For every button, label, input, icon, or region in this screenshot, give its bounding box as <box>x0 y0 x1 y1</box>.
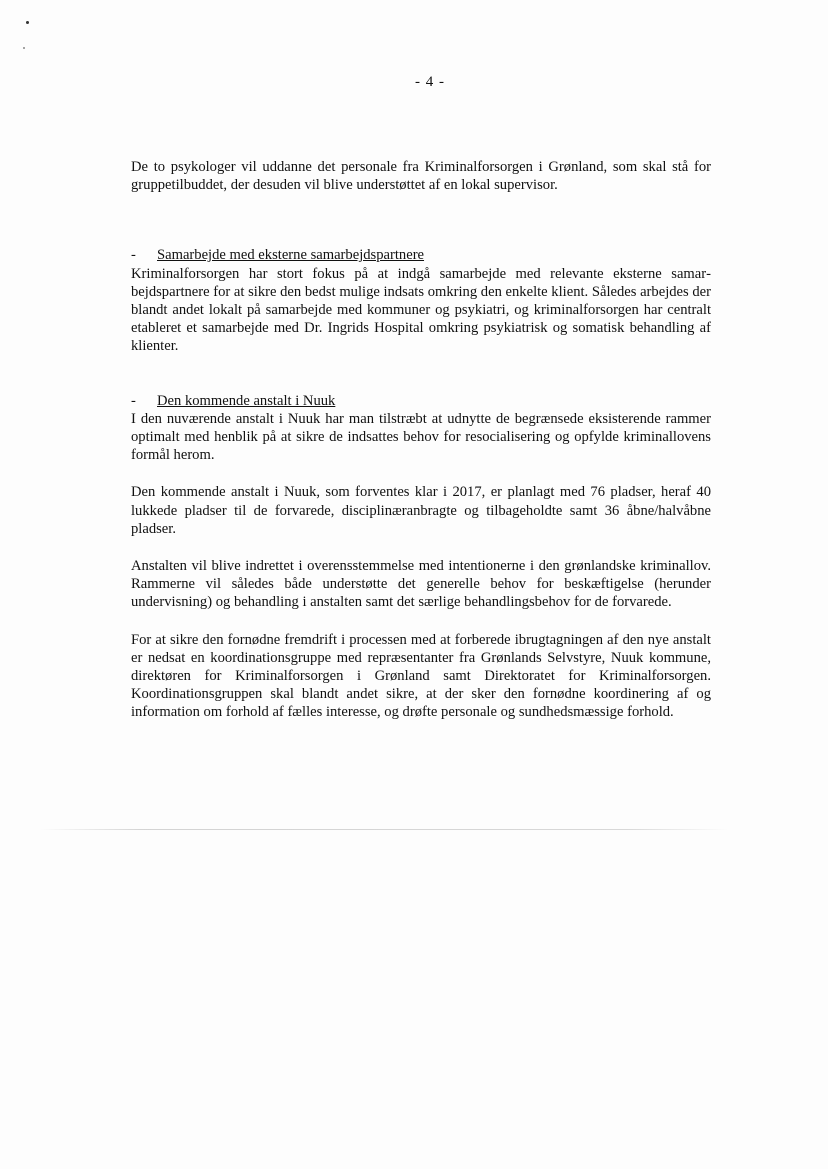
section-paragraph: Anstalten vil blive indrettet i overensstemmelse med intentionerne i den grønlandske kriminallov. Rammerne vil således både understøtte det generelle behov for beskæftigelse (herunder undervisning) og behandling i anstalten samt det særlige behandlingsbehov for de forvarede. <box>131 558 711 611</box>
document-body <box>131 158 711 722</box>
page-number: - 4 - <box>415 74 445 90</box>
section-paragraph: For at sikre den fornødne fremdrift i processen med at forberede ibrugtagningen af den nye anstalt er nedsat en koordinationsgruppe med repræsentanter fra Grønlands Selvstyre, Nuuk kommune, direktøren for Kriminalforsorgen i Grønland samt Direktoratet for Kriminalforsorgen. Koordinationsgruppen skal blandt andet sikre, at der sker den fornødne koordinering af og information om forhold af fælles interesse, og drøfte personale og sundhedsmæssige forhold. <box>131 631 711 721</box>
bullet-dash: - <box>131 392 136 409</box>
section-title: Samarbejde med eksterne samarbejdspartnere <box>157 247 425 264</box>
bullet-dash: - <box>131 247 136 264</box>
section-paragraph: Kriminalforsorgen har stort fokus på at indgå samarbejde med relevante eksterne samarbejdspartnere for at sikre den bedst mulige indsats omkring den enkelte klient. Således arbejdes der blandt andet lokalt på samarbejde med kommuner og psykiatri, og kriminalforsorgen har centralt etableret et samarbejde med Dr. Ingrids Hospital omkring psykiatrisk og somatisk behandling af klienter. <box>131 265 711 355</box>
scan-speck <box>23 47 25 49</box>
section-paragraph: Den kommende anstalt i Nuuk, som forventes klar i 2017, er planlagt med 76 pladser, heraf 40 lukkede pladser til de forvarede, disciplinæranbragte og tilbageholdte samt 36 åbne/halvåbne pladser. <box>131 484 711 537</box>
scan-speck <box>26 21 29 24</box>
scan-artifact-line <box>40 829 728 830</box>
section-heading-anstalt <box>131 392 711 410</box>
section-paragraph: I den nuværende anstalt i Nuuk har man tilstræbt at udnytte de begrænsede eksisterende rammer optimalt med henblik på at sikre de indsattes behov for resocialisering og opfylde kriminallovens formål herom. <box>131 410 711 464</box>
section-heading-samarbejde <box>131 246 711 264</box>
intro-paragraph: De to psykologer vil uddanne det personale fra Kriminalforsorgen i Grønland, som skal stå for gruppetilbuddet, der desuden vil blive understøttet af en lokal supervisor. <box>131 159 711 194</box>
section-title: Den kommende anstalt i Nuuk <box>157 392 336 409</box>
